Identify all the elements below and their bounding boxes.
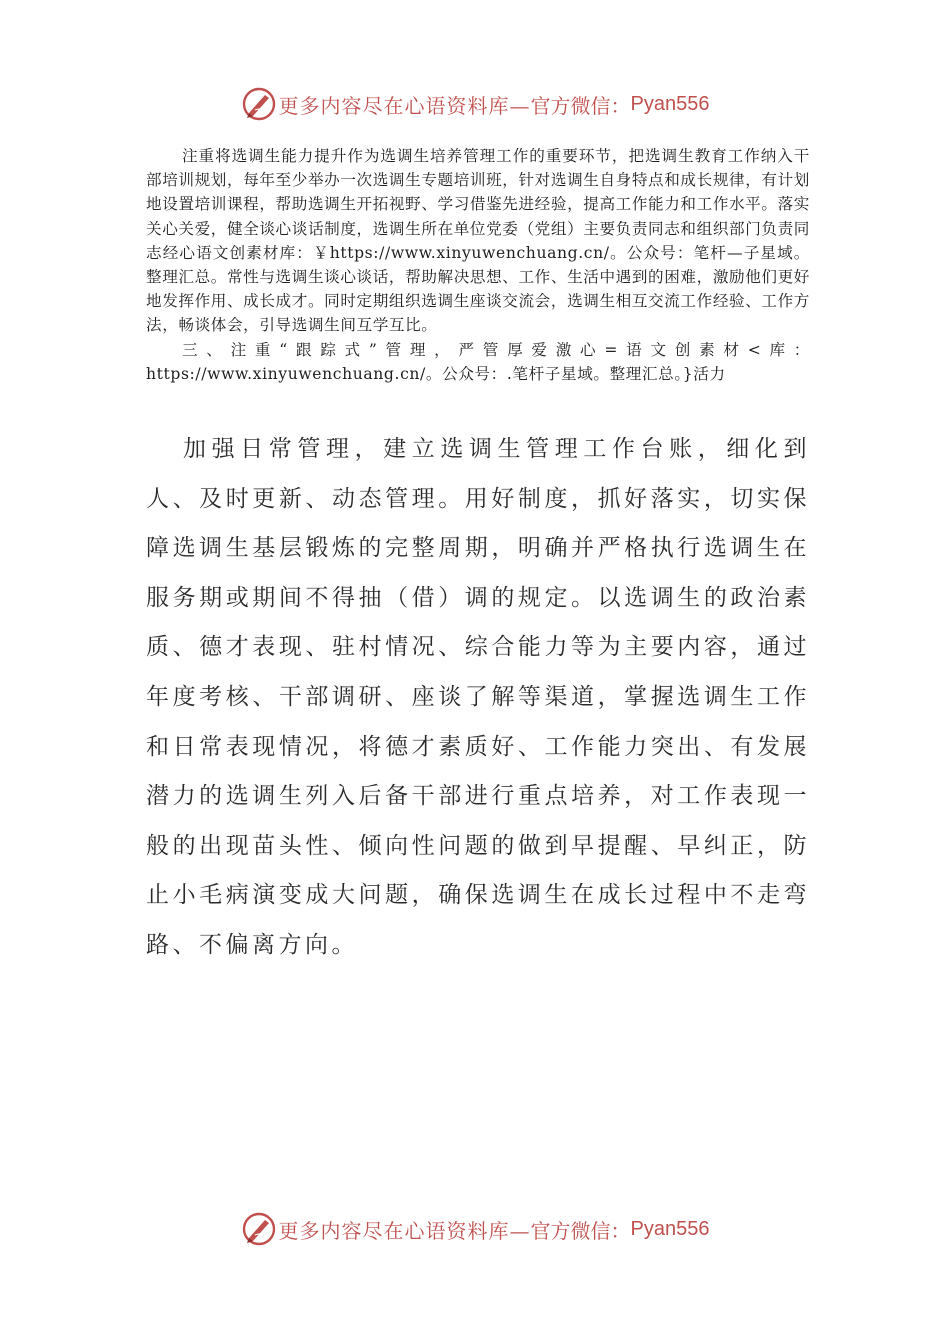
- header-wechat-id: Pyan556: [630, 92, 710, 115]
- paragraph-daily-management: 加强日常管理，建立选调生管理工作台账，细化到人、及时更新、动态管理。用好制度，抓好落实，切实保障选调生基层锻炼的完整周期，明确并严格执行选调生在服务期或期间不得抽（借）调的规定。以选调生的政治素质、德才表现、驻村情况、综合能力等为主要内容，通过年度考核、干部调研、座谈了解等渠道，掌握选调生工作和日常表现情况，将德才素质好、工作能力突出、有发展潜力的选调生列入后备干部进行重点培养，对工作表现一般的出现苗头性、倾向性问题的做到早提醒、早纠正，防止小毛病演变成大问题，确保选调生在成长过程中不走弯路、不偏离方向。: [146, 436, 810, 958]
- large-text-section: [146, 425, 810, 971]
- section-heading-3: 三、注重“跟踪式”管理，严管厚爱激心=语文创素材<库：https://www.xinyuwenchuang.cn/。公众号：.笔杆子星域。整理汇总。}活力: [146, 340, 810, 383]
- footer-banner: [0, 1209, 950, 1249]
- paragraph-training: 注重将选调生能力提升作为选调生培养管理工作的重要环节，把选调生教育工作纳入干部培训规划，每年至少举办一次选调生专题培训班，针对选调生自身特点和成长规律，有计划地设置培训课程，帮助选调生开拓视野、学习借鉴先进经验，提高工作能力和工作水平。落实关心关爱，健全谈心谈话制度，选调生所在单位党委（党组）主要负责同志和组织部门负责同志经心语文创素材库：￥https://www.xinyuwenchuang.cn/。公众号：笔杆—子星域。整理汇总。常性与选调生谈心谈话，帮助解决思想、工作、生活中遇到的困难，激励他们更好地发挥作用、成长成才。同时定期组织选调生座谈交流会，选调生相互交流工作经验、工作方法，畅谈体会，引导选调生间互学互比。: [146, 147, 810, 335]
- footer-wechat-label: 官方微信：: [530, 1218, 631, 1243]
- footer-title: 更多内容尽在心语资料库—: [278, 1218, 531, 1243]
- header-wechat-label: 官方微信：: [530, 93, 631, 118]
- footer-wechat-id: Pyan556: [630, 1217, 710, 1240]
- header-title: 更多内容尽在心语资料库—: [278, 93, 531, 118]
- pen-logo-icon: [241, 86, 277, 122]
- header-banner: [0, 84, 950, 124]
- small-text-section: [146, 144, 810, 386]
- pen-logo-icon: [241, 1211, 277, 1247]
